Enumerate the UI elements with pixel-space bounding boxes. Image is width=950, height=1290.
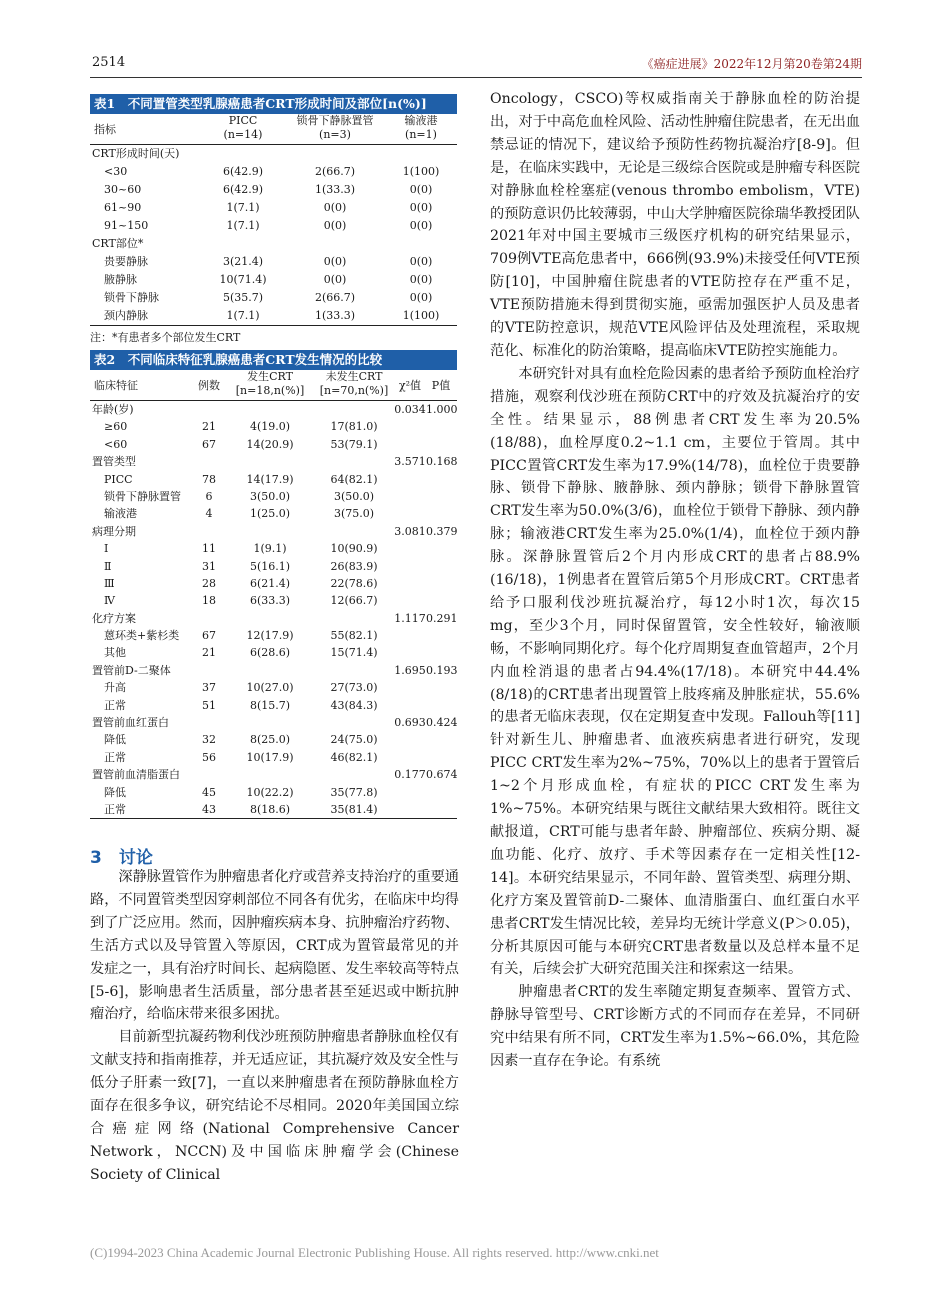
cell-cases: 6: [205, 489, 213, 503]
table-row: [90, 418, 457, 435]
table-1-body: [90, 145, 457, 325]
table-row: [90, 199, 457, 217]
left-column-text: [90, 866, 459, 1187]
cell-occur: 6(33.3): [249, 594, 291, 608]
paragraph: Oncology，CSCO)等权威指南关于静脉血栓的防治提出，对于中高危血栓风险、活动性肿瘤住院患者，在无出血禁忌证的情况下，建议给予预防性药物抗凝治疗[8-9]。但是，在临床实践中，无论是三级综合医院或是肿瘤专科医院对静脉血栓栓塞症(venous thrombo embolism，VTE)的预防意识仍比较薄弱，中山大学肿瘤医院徐瑞华教授团队2021年对中国主要城市三级医疗机构的研究结果显示，709例VTE高危患者中，666例(93.9%)未接受任何VTE预防[10]，中国肿瘤住院患者的VTE防控存在严重不足，VTE预防措施未得到贯彻实施，亟需加强医护人员及患者的VTE防控意识，规范VTE风险评估及处理流程，采取规范化、标准化的防治策略，提高临床VTE防控实施能力。: [490, 91, 860, 359]
cell-non: 43(84.3): [330, 698, 378, 712]
cell-chi: 1.117: [394, 611, 426, 625]
col-p: P值: [431, 379, 451, 392]
col-subclavian: [280, 114, 390, 142]
cell-cases: 32: [202, 733, 216, 747]
cell-label: <60: [104, 437, 128, 451]
col-non-n: [n=70,n(%)]: [319, 384, 389, 397]
table-row: [90, 436, 457, 453]
cell-label: CRT形成时间(天): [92, 147, 180, 160]
cell-occur: 10(17.9): [246, 750, 294, 764]
cell-non: 27(73.0): [330, 681, 378, 695]
cell-cases: 21: [202, 420, 216, 434]
col-indicator: 指标: [94, 123, 116, 136]
cell-label: <30: [104, 165, 128, 178]
table-row: [90, 731, 457, 748]
table-row: [90, 627, 457, 644]
table-row: [90, 749, 457, 766]
cell-label: 61~90: [104, 201, 142, 214]
cell-label: Ⅲ: [104, 576, 115, 590]
table-row: [90, 453, 457, 470]
cell-non: 22(78.6): [330, 576, 378, 590]
cell-sub: 0(0): [323, 273, 347, 286]
cell-label: 化疗方案: [92, 611, 136, 625]
cell-label: 置管类型: [92, 455, 136, 469]
cell-label: 置管前D-二聚体: [92, 663, 171, 677]
table-2-header: [90, 370, 457, 401]
table-2-caption: 表2 不同临床特征乳腺癌患者CRT发生情况的比较: [90, 350, 457, 370]
cell-chi: 3.571: [394, 455, 426, 469]
cell-label: Ⅱ: [104, 559, 112, 573]
cell-sub: 0(0): [323, 201, 347, 214]
cell-cases: 67: [202, 629, 216, 643]
cell-occur: 3(50.0): [249, 489, 291, 503]
cell-port: 0(0): [409, 255, 433, 268]
cell-chi: 1.695: [394, 663, 426, 677]
table-1-caption: 表1 不同置管类型乳腺癌患者CRT形成时间及部位[n(%)]: [90, 94, 457, 114]
cell-p: 0.674: [426, 768, 458, 782]
cell-label: 91~150: [104, 219, 149, 232]
cell-label: 置管前血清脂蛋白: [92, 768, 180, 782]
table-row: [90, 801, 457, 818]
cell-non: 35(81.4): [330, 802, 378, 816]
cell-occur: 5(16.1): [249, 559, 291, 573]
col-occur: [226, 370, 314, 398]
cell-non: 15(71.4): [330, 646, 378, 660]
cell-picc: 5(35.7): [222, 291, 264, 304]
col-subclavian-label: 锁骨下静脉置管: [296, 114, 374, 127]
right-column-text: [490, 88, 860, 1073]
cell-occur: 14(17.9): [246, 472, 294, 486]
col-picc: [208, 114, 278, 142]
cell-occur: 1(25.0): [249, 507, 291, 521]
table-1-note: 注：*有患者多个部位发生CRT: [90, 325, 457, 345]
col-picc-n: (n=14): [223, 128, 263, 141]
cell-cases: 43: [202, 802, 216, 816]
cell-label: Ⅳ: [104, 594, 115, 608]
paragraph: 肿瘤患者CRT的发生率随定期复查频率、置管方式、静脉导管型号、CRT诊断方式的不同而存在差异，不同研究中结果有所不同，CRT发生率为1.5%~66.0%，其危险因素一直存在争论。有系统: [490, 984, 860, 1070]
copyright-footer: (C)1994-2023 China Academic Journal Electronic Publishing House. All rights reserved. http://www.cnki.net: [90, 1245, 659, 1260]
col-non-label: 未发生CRT: [325, 370, 383, 383]
table-row: [90, 163, 457, 181]
table-row: [90, 289, 457, 307]
cell-sub: 1(33.3): [314, 309, 356, 322]
table-row: [90, 235, 457, 253]
cell-cases: 31: [202, 559, 216, 573]
cell-label: 升高: [104, 681, 126, 695]
cell-port: 1(100): [402, 165, 440, 178]
table-row: [90, 592, 457, 609]
cell-label: 年龄(岁): [92, 403, 134, 416]
table-row: [90, 253, 457, 271]
table-row: [90, 307, 457, 325]
cell-p: 0.193: [426, 663, 458, 677]
cell-label: 蒽环类+紫杉类: [104, 629, 180, 643]
cell-cases: 78: [202, 472, 216, 486]
cell-occur: 10(27.0): [246, 681, 294, 695]
cell-cases: 28: [202, 576, 216, 590]
paragraph: 深静脉置管作为肿瘤患者化疗或营养支持治疗的重要通路，不同置管类型因穿刺部位不同各有优劣，在临床中均得到了广泛应用。然而，因肿瘤疾病本身、抗肿瘤治疗药物、生活方式以及导管置入等原因，CRT成为置管最常见的并发症之一，具有治疗时间长、起病隐匿、发生率较高等特点[5-6]，影响患者生活质量，部分患者甚至延迟或中断抗肿瘤治疗，给临床带来很多困扰。: [90, 869, 459, 1023]
cell-p: 0.379: [426, 524, 458, 538]
cell-label: 降低: [104, 785, 126, 799]
table-row: [90, 217, 457, 235]
table-row: [90, 271, 457, 289]
cell-sub: 2(66.7): [314, 165, 356, 178]
cell-picc: 1(7.1): [226, 219, 260, 232]
col-port-label: 输液港: [404, 114, 438, 127]
journal-header: 《癌症进展》2022年12月第20卷第24期: [641, 57, 862, 71]
cell-non: 35(77.8): [330, 785, 378, 799]
table-2-body: [90, 401, 457, 818]
header-rule: [90, 77, 862, 78]
table-row: [90, 610, 457, 627]
cell-occur: 8(18.6): [249, 802, 291, 816]
col-non: [310, 370, 398, 398]
cell-picc: 10(71.4): [219, 273, 267, 286]
cell-non: 3(50.0): [333, 489, 375, 503]
cell-label: 输液港: [104, 507, 137, 521]
cell-label: 正常: [104, 802, 126, 816]
cell-chi: 0.177: [394, 768, 426, 782]
cell-non: 24(75.0): [330, 733, 378, 747]
table-row: [90, 558, 457, 575]
cell-chi: 0.693: [394, 716, 426, 730]
cell-cases: 21: [202, 646, 216, 660]
table-row: [90, 697, 457, 714]
table-row: [90, 540, 457, 557]
cell-non: 55(82.1): [330, 629, 378, 643]
cell-label: Ⅰ: [104, 542, 109, 556]
cell-occur: 10(22.2): [246, 785, 294, 799]
col-chi: χ²值: [398, 379, 422, 392]
table-2: [90, 350, 457, 819]
section-3-title: 3 讨论: [90, 848, 153, 868]
cell-occur: 8(15.7): [249, 698, 291, 712]
cell-sub: 0(0): [323, 255, 347, 268]
cell-label: ≥60: [104, 420, 128, 434]
cell-sub: 2(66.7): [314, 291, 356, 304]
cell-cases: 11: [202, 542, 216, 556]
cell-occur: 14(20.9): [246, 437, 294, 451]
table-row: [90, 679, 457, 696]
table-2-bottom-rule: [90, 818, 457, 819]
table-row: [90, 766, 457, 783]
cell-picc: 6(42.9): [222, 165, 264, 178]
table-row: [90, 714, 457, 731]
cell-p: 0.168: [426, 455, 458, 469]
cell-cases: 4: [205, 507, 213, 521]
cell-cases: 67: [202, 437, 216, 451]
col-occur-label: 发生CRT: [247, 370, 293, 383]
cell-occur: 8(25.0): [249, 733, 291, 747]
table-row: [90, 401, 457, 418]
cell-cases: 45: [202, 785, 216, 799]
cell-occur: 6(28.6): [249, 646, 291, 660]
cell-occur: 12(17.9): [246, 629, 294, 643]
cell-chi: 3.081: [394, 524, 426, 538]
cell-cases: 18: [202, 594, 216, 608]
cell-label: 其他: [104, 646, 126, 660]
table-1: [90, 94, 457, 345]
cell-port: 0(0): [409, 183, 433, 196]
cell-p: 0.291: [426, 611, 458, 625]
table-row: [90, 505, 457, 522]
col-feature: 临床特征: [94, 379, 138, 392]
cell-non: 64(82.1): [330, 472, 378, 486]
cell-port: 0(0): [409, 291, 433, 304]
cell-port: 1(100): [402, 309, 440, 322]
cell-picc: 1(7.1): [226, 309, 260, 322]
cell-label: 颈内静脉: [104, 309, 148, 322]
col-cases: 例数: [198, 379, 220, 392]
cell-occur: 4(19.0): [249, 420, 291, 434]
table-row: [90, 181, 457, 199]
table-row: [90, 471, 457, 488]
table-row: [90, 662, 457, 679]
cell-sub: 1(33.3): [314, 183, 356, 196]
cell-picc: 3(21.4): [222, 255, 264, 268]
cell-occur: 6(21.4): [249, 576, 291, 590]
table-1-header: [90, 114, 457, 145]
cell-non: 46(82.1): [330, 750, 378, 764]
cell-chi: 0.034: [394, 403, 426, 416]
cell-port: 0(0): [409, 219, 433, 232]
cell-label: 锁骨下静脉置管: [104, 489, 181, 503]
cell-label: 置管前血红蛋白: [92, 716, 169, 730]
cell-picc: 6(42.9): [222, 183, 264, 196]
cell-label: 降低: [104, 733, 126, 747]
page-number: 2514: [92, 55, 126, 70]
cell-label: PICC: [104, 472, 133, 486]
cell-occur: 1(9.1): [253, 542, 287, 556]
table-row: [90, 784, 457, 801]
cell-label: 锁骨下静脉: [104, 291, 159, 304]
cell-label: 腋静脉: [104, 273, 137, 286]
cell-non: 53(79.1): [330, 437, 378, 451]
table-row: [90, 523, 457, 540]
col-occur-n: [n=18,n(%)]: [235, 384, 305, 397]
col-subclavian-n: (n=3): [319, 128, 351, 141]
table-row: [90, 145, 457, 163]
cell-label: CRT部位*: [92, 237, 144, 250]
paragraph: 本研究针对具有血栓危险因素的患者给予预防血栓治疗措施，观察利伐沙班在预防CRT中的疗效及抗凝治疗的安全性。结果显示，88例患者CRT发生率为20.5%(18/88)，血栓厚度0.2~1.1 cm，主要位于管周。其中PICC置管CRT发生率为17.9%(14/78)，血栓位于贵要静脉、锁骨下静脉、腋静脉、颈内静脉；锁骨下静脉置管CRT发生率为50.0%(3/6)，血栓位于锁骨下静脉、颈内静脉；输液港CRT发生率为25.0%(1/4)，血栓位于颈内静脉。深静脉置管后2个月内形成CRT的患者占88.9%(16/18)，1例患者在置管后第5个月形成CRT。CRT患者给予口服利伐沙班抗凝治疗，每12小时1次，每次15 mg，至少3个月，同时保留置管，安全性较好，输液顺畅，不影响同期化疗。每个化疗周期复查血管超声，2个月内血栓消退的患者占94.4%(17/18)。本研究中44.4%(8/18)的CRT患者出现置管上肢疼痛及肿胀症状，55.6%的患者无临床表现，仅在定期复查中发现。Fallouh等[11]针对新生儿、肿瘤患者、血液疾病患者进行研究，发现PICC CRT发生率为2%~75%，70%以上的患者于置管后1~2个月形成血栓，有症状的PICC CRT发生率为1%~75%。本研究结果与既往文献结果大致相符。既往文献报道，CRT可能与患者年龄、肿瘤部位、疾病分期、凝血功能、化疗、放疗、手术等因素存在一定相关性[12-14]。本研究结果显示，不同年龄、置管类型、病理分期、化疗方案及置管前D-二聚体、血清脂蛋白、血红蛋白水平患者CRT发生情况比较，差异均无统计学意义(P＞0.05)，分析其原因可能与本研究CRT患者数量以及总样本量不足有关，后续会扩大研究范围关注和探索这一结果。: [490, 365, 860, 978]
col-port-n: (n=1): [405, 128, 437, 141]
table-row: [90, 575, 457, 592]
cell-non: 17(81.0): [330, 420, 378, 434]
cell-non: 10(90.9): [330, 542, 378, 556]
cell-label: 正常: [104, 698, 126, 712]
paragraph: 目前新型抗凝药物利伐沙班预防肿瘤患者静脉血栓仅有文献支持和指南推荐，并无适应证，其抗凝疗效及安全性与低分子肝素一致[7]，一直以来肿瘤患者在预防静脉血栓方面存在很多争议，研究结论不尽相同。2020年美国国立综合癌症网络(National Comprehensive Cancer Network，NCCN)及中国临床肿瘤学会(Chinese Society of Clinical: [90, 1029, 459, 1183]
cell-label: 正常: [104, 750, 126, 764]
cell-cases: 56: [202, 750, 216, 764]
cell-cases: 37: [202, 681, 216, 695]
cell-p: 1.000: [426, 403, 458, 416]
cell-non: 26(83.9): [330, 559, 378, 573]
cell-p: 0.424: [426, 716, 458, 730]
table-row: [90, 488, 457, 505]
cell-label: 病理分期: [92, 524, 136, 538]
cell-label: 30~60: [104, 183, 142, 196]
cell-port: 0(0): [409, 273, 433, 286]
cell-picc: 1(7.1): [226, 201, 260, 214]
cell-cases: 51: [202, 698, 216, 712]
cell-label: 贵要静脉: [104, 255, 148, 268]
cell-port: 0(0): [409, 201, 433, 214]
col-picc-label: PICC: [228, 114, 258, 127]
cell-sub: 0(0): [323, 219, 347, 232]
table-row: [90, 644, 457, 661]
cell-non: 3(75.0): [333, 507, 375, 521]
cell-non: 12(66.7): [330, 594, 378, 608]
col-port: [390, 114, 452, 142]
